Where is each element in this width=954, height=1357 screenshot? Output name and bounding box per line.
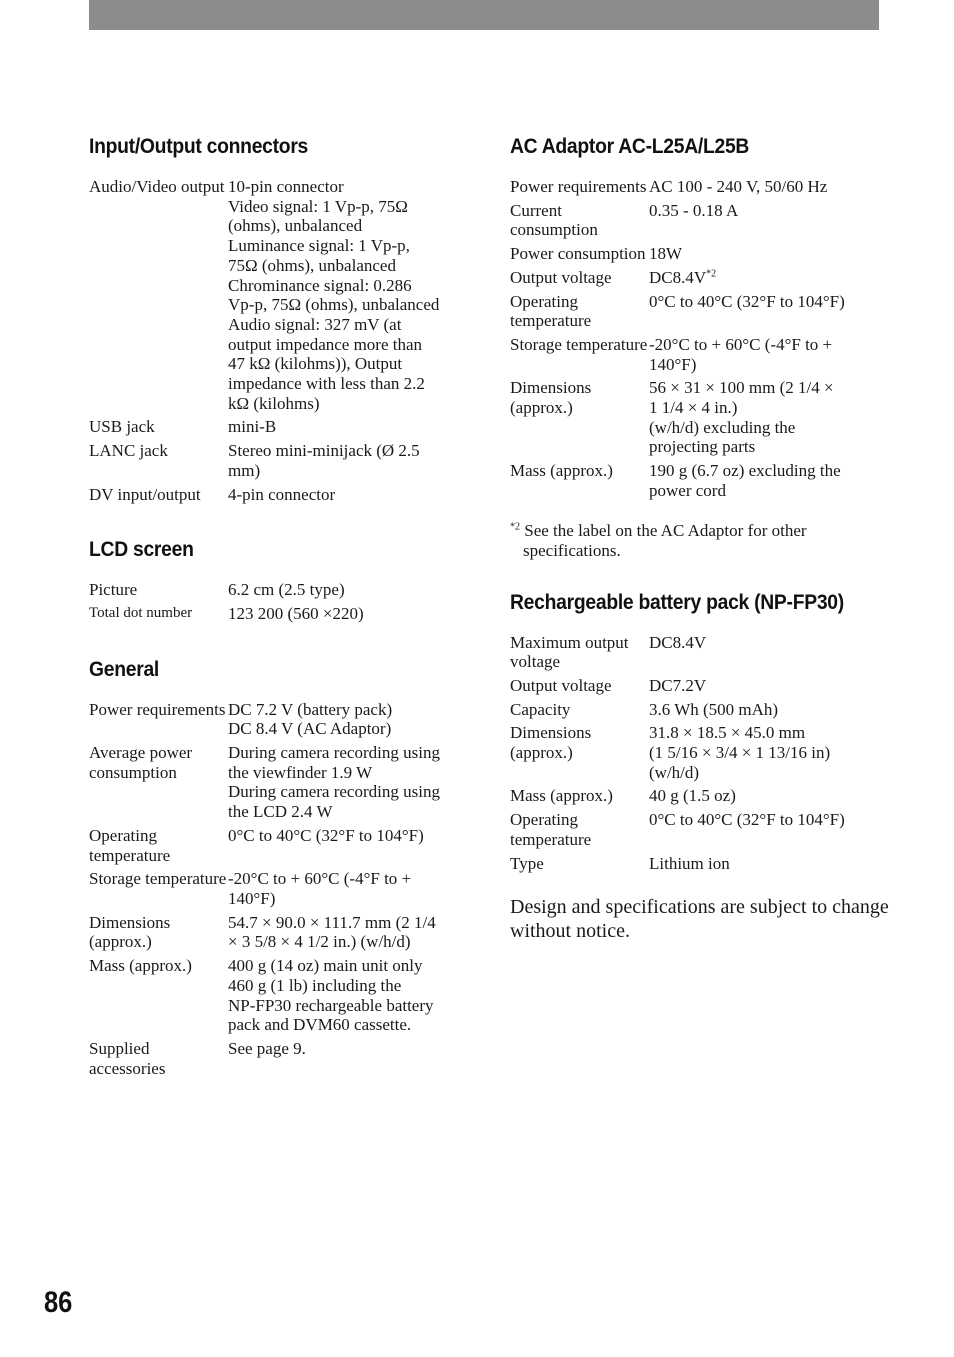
spec-value: 56 × 31 × 100 mm (2 1/4 × 1 1/4 × 4 in.) (w/h/d) excluding the projecting parts (649, 378, 834, 457)
spec-value: 3.6 Wh (500 mAh) (649, 699, 779, 719)
spec-value: 0°C to 40°C (32°F to 104°F) (228, 825, 424, 845)
spec-row (510, 201, 890, 240)
spec-label: Maximum output voltage (510, 632, 629, 672)
spec-value: -20°C to + 60°C (-4°F to + 140°F) (228, 869, 412, 908)
spec-label: Storage temperature (510, 334, 648, 354)
spec-row (510, 292, 890, 331)
spec-label: Dimensions (approx.) (510, 723, 592, 763)
left-column (89, 131, 469, 1108)
spec-value: Stereo mini-minijack (Ø 2.5 mm) (228, 441, 420, 480)
spec-label: Average power consumption (89, 743, 193, 782)
spec-label: Audio/Video output (89, 177, 225, 196)
spec-row (89, 743, 469, 822)
section-title: General (89, 657, 160, 681)
spec-row (510, 335, 890, 374)
spec-table (510, 177, 890, 501)
spec-row (89, 956, 469, 1035)
spec-label: Storage temperature (89, 869, 227, 889)
spec-label: Mass (approx.) (510, 461, 613, 481)
spec-value: 18W (649, 244, 683, 264)
spec-row (510, 786, 890, 806)
spec-row (510, 378, 890, 457)
spec-label: Output voltage (510, 267, 612, 287)
spec-label: Current consumption (510, 200, 598, 240)
spec-row (89, 869, 469, 908)
spec-label: Power requirements (89, 699, 226, 719)
spec-value (649, 268, 890, 288)
spec-value: 10-pin connector Video signal: 1 Vp-p, 75Ω (ohms), unbalanced Luminance signal: 1 Vp-p, 75Ω (ohms), unbalanced Chrominance signal: 0.286 Vp-p, 75Ω (ohms), unbalanced Audio signal: 327 mV (at output impedance more than 47 kΩ (kilohms)), Output impedance with less than 2.2 kΩ (kilohms) (228, 177, 440, 413)
spec-row (89, 604, 469, 624)
spec-label: Operating temperature (510, 810, 592, 849)
spec-row (510, 810, 890, 849)
general-section (89, 654, 469, 1079)
spec-row (89, 580, 469, 600)
spec-label: Dimensions (approx.) (89, 912, 171, 952)
page-number: 86 (44, 1286, 73, 1319)
spec-row (510, 268, 890, 288)
footnote-text: See the label on the AC Adaptor for other specifications. (523, 520, 807, 560)
spec-label: Supplied accessories (89, 1038, 166, 1078)
spec-row (89, 177, 469, 413)
io-section (89, 131, 469, 504)
change-notice: Design and specifications are subject to change without notice. (510, 896, 889, 943)
spec-value: 400 g (14 oz) main unit only 460 g (1 lb) including the NP-FP30 rechargeable battery pack and DVM60 cassette. (228, 956, 434, 1035)
spec-value: 40 g (1.5 oz) (649, 786, 736, 806)
spec-label: Picture (89, 580, 138, 600)
spec-row (89, 441, 469, 480)
spec-label: Operating temperature (510, 291, 592, 331)
spec-row (510, 700, 890, 720)
lcd-section (89, 534, 469, 623)
spec-value: 54.7 × 90.0 × 111.7 mm (2 1/4 × 3 5/8 × 4 1/2 in.) (w/h/d) (228, 912, 436, 952)
spec-value: During camera recording using the viewfinder 1.9 W During camera recording using the LCD 2.4 W (228, 743, 440, 822)
spec-value: 123 200 (560 ×220) (228, 603, 364, 623)
spec-row (89, 913, 469, 952)
spec-label: Operating temperature (89, 825, 171, 865)
spec-label: Total dot number (89, 604, 193, 621)
spec-row (510, 461, 890, 500)
spec-label: USB jack (89, 417, 155, 437)
spec-row (510, 676, 890, 696)
spec-label: Mass (approx.) (89, 956, 192, 976)
spec-label: LANC jack (89, 441, 168, 461)
spec-label: Power requirements (510, 177, 647, 196)
spec-row (510, 244, 890, 264)
spec-value: AC 100 - 240 V, 50/60 Hz (649, 177, 828, 196)
spec-value: DC7.2V (649, 675, 707, 695)
spec-label: DV input/output (89, 484, 201, 504)
spec-row (510, 854, 890, 874)
footnote-ref: *2 (706, 268, 717, 280)
spec-value: -20°C to + 60°C (-4°F to + 140°F) (649, 334, 833, 374)
section-title: Input/Output connectors (89, 135, 309, 158)
section-title: LCD screen (89, 538, 194, 562)
spec-label: Dimensions (approx.) (510, 378, 592, 418)
spec-row (510, 723, 890, 782)
spec-label: Mass (approx.) (510, 786, 613, 806)
spec-table (510, 633, 890, 874)
spec-value: mini-B (228, 417, 277, 437)
spec-value: 190 g (6.7 oz) excluding the power cord (649, 461, 841, 500)
spec-row (89, 1039, 469, 1078)
spec-row (510, 177, 890, 197)
spec-value: 0.35 - 0.18 A (649, 200, 739, 220)
spec-row (89, 700, 469, 739)
ac-adaptor-section (510, 131, 890, 561)
spec-table (89, 580, 469, 623)
spec-value: 0°C to 40°C (32°F to 104°F) (649, 291, 845, 311)
spec-table (89, 700, 469, 1079)
spec-value: 4-pin connector (228, 484, 336, 504)
spec-value: DC8.4V (649, 632, 707, 652)
spec-value: 31.8 × 18.5 × 45.0 mm (1 5/16 × 3/4 × 1 13/16 in) (w/h/d) (649, 723, 831, 782)
footnote-mark: *2 (510, 520, 520, 532)
right-column (510, 131, 890, 963)
spec-row (89, 417, 469, 437)
spec-label: Power consumption (510, 244, 646, 264)
section-title: Rechargeable battery pack (NP-FP30) (510, 590, 844, 614)
spec-label: Output voltage (510, 675, 612, 695)
spec-row (89, 485, 469, 505)
spec-value: 0°C to 40°C (32°F to 104°F) (649, 810, 845, 830)
spec-value: See page 9. (228, 1038, 306, 1058)
output-voltage-value: DC8.4V (649, 267, 707, 287)
section-title: AC Adaptor AC-L25A/L25B (510, 135, 750, 158)
spec-label: Capacity (510, 699, 571, 719)
footnote (510, 521, 890, 561)
spec-value: 6.2 cm (2.5 type) (228, 580, 345, 600)
header-bar (89, 0, 879, 30)
spec-table (89, 177, 469, 504)
spec-value: DC 7.2 V (battery pack) DC 8.4 V (AC Adaptor) (228, 699, 393, 739)
battery-section (510, 587, 890, 874)
spec-row (510, 633, 890, 672)
spec-label: Type (510, 853, 544, 873)
spec-row (89, 826, 469, 865)
spec-value: Lithium ion (649, 853, 730, 873)
